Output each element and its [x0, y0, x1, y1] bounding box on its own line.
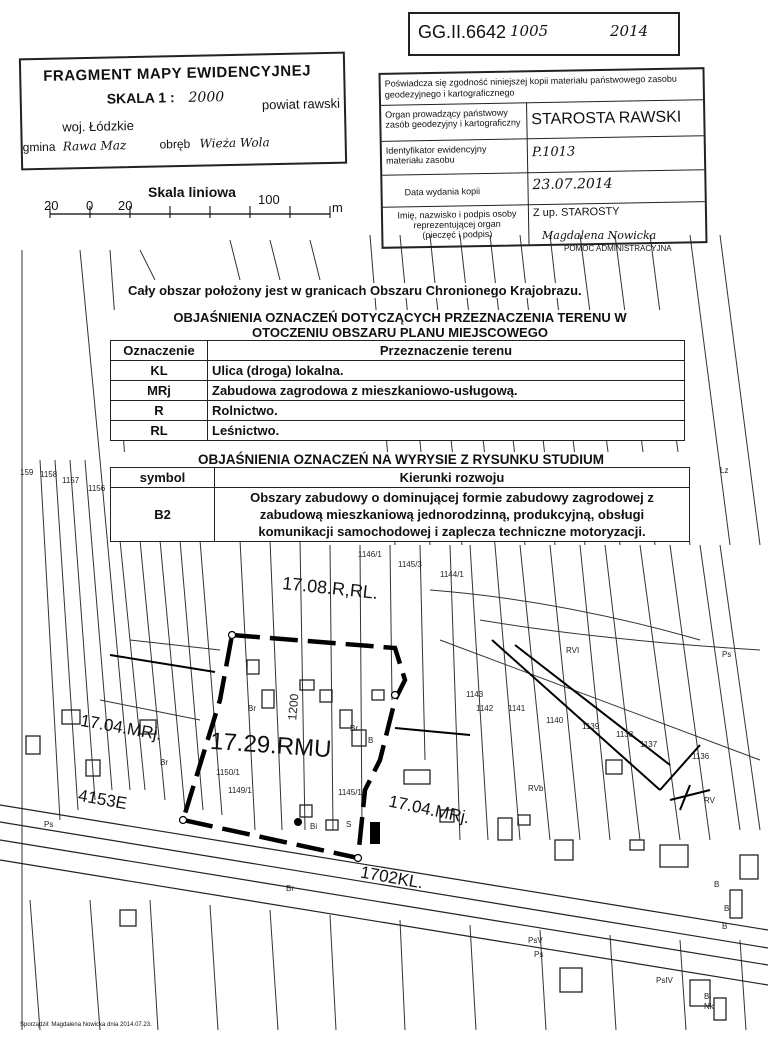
legend1-title-line2: OTOCZENIU OBSZARU PLANU MIEJSCOWEGO [252, 325, 548, 340]
land-code: Nk [704, 1002, 714, 1011]
legend2-desc-line: komunikacji samochodowej i zaplecza techniczne motoryzacji. [258, 524, 646, 539]
land-code: Bi [310, 822, 318, 831]
land-code: Br [160, 758, 168, 767]
parcel-number: 1142 [476, 704, 494, 713]
parcel-number: 1139 [582, 722, 600, 731]
scale-row [107, 88, 225, 107]
legend-study [110, 452, 692, 542]
signer-role: POMOC ADMINISTRACYJNA [564, 244, 672, 253]
land-code: B [724, 904, 730, 913]
parcel-number: 1145/3 [398, 560, 422, 569]
parcel-number: 1141 [508, 704, 526, 713]
legend1-row [111, 361, 685, 381]
reference-year: 2014 [610, 22, 649, 40]
footer-note: Sporządził: Magdalena Nowicka dnia 2014.07.23. [20, 1022, 152, 1028]
scale-tick-c: 20 [118, 198, 133, 213]
zone-label-mrj-right: 17.04.MRj. [387, 791, 472, 828]
zone-label-rmu: 17.29.RMU [209, 727, 333, 764]
parcel-number: 1143 [466, 690, 484, 699]
land-code: RV [704, 796, 715, 805]
solid-marks [294, 818, 380, 844]
scale-tick-a: 20 [44, 198, 59, 213]
legend1-header-row [111, 341, 685, 361]
legend1-symbol: R [111, 401, 208, 421]
sign-label: Imię, nazwisko i podpis osoby reprezentującej organ (pieczęć i podpis) [397, 208, 517, 241]
land-code: B [368, 736, 374, 745]
legend1-desc: Zabudowa zagrodowa z mieszkaniowo-usługową. [208, 381, 685, 401]
stamp-title: FRAGMENT MAPY EWIDENCYJNEJ [43, 62, 312, 85]
land-code: Ps [722, 650, 732, 659]
arrow-marks [492, 640, 710, 810]
id-value: P.1013 [531, 144, 576, 161]
legend2-title: OBJAŚNIENIA OZNACZEŃ NA WYRYSIE Z RYSUNKU STUDIUM [197, 452, 604, 467]
land-code: RVb [528, 784, 544, 793]
reference-code: GG.II.6642 [418, 22, 507, 42]
organ-label: Organ prowadzący państwowy zasób geodezyjny i kartograficzny [385, 107, 521, 130]
zone-label-mrj-left-text: 17.04.MRj. [79, 711, 164, 745]
parcel-number: 1149/1 [228, 786, 252, 795]
land-code: PsV [528, 936, 543, 945]
land-code: Ps [534, 950, 544, 959]
legend1-desc: Leśnictwo. [208, 421, 685, 441]
parcel-number: 159 [20, 468, 34, 477]
parcel-number: 1146/1 [358, 550, 382, 559]
legend2-desc [215, 488, 690, 542]
signer-name: Magdalena Nowicka [542, 229, 657, 242]
sign-value: Z up. STAROSTY [532, 205, 620, 220]
legend2-desc-line: zabudową mieszkaniową jednorodzinną, produkcyjną, obsługi [259, 507, 645, 522]
reference-box [408, 12, 680, 56]
legend2-header-row [111, 468, 690, 488]
parcel-number: 1150/1 [216, 768, 240, 777]
land-code: PsIV [656, 976, 673, 985]
legend1-row [111, 401, 685, 421]
land-code: Ps [44, 820, 54, 829]
legend1-desc: Rolnictwo. [208, 401, 685, 421]
land-code: Br [248, 704, 256, 713]
organ-value: STAROSTA RAWSKI [531, 108, 682, 129]
legend1-symbol: KL [111, 361, 208, 381]
legend1-title-line1: OBJAŚNIENIA OZNACZEŃ DOTYCZĄCYCH PRZEZNACZENIA TERENU W [173, 310, 627, 325]
scale-bar-title: Skala liniowa [148, 184, 236, 200]
legend2-col-desc: Kierunki rozwoju [215, 468, 690, 488]
road-label-kl: 1702KL. [358, 862, 425, 893]
zone-label-rrl: 17.08.R,RL. [281, 573, 379, 603]
voivodeship-label: woj. Łódzkie [62, 118, 134, 135]
gmina-label: gmina [22, 139, 56, 155]
legend2-col-symbol: symbol [111, 468, 215, 488]
legend1-symbol: MRj [111, 381, 208, 401]
legend1-row [111, 421, 685, 441]
land-code: Br [286, 884, 294, 893]
legend-land-use [110, 310, 690, 441]
parcel-number: 1158 [40, 470, 58, 479]
scale-tick-d: 100 [258, 192, 280, 207]
legend2-row [111, 488, 690, 542]
date-label: Data wydania kopii [404, 186, 481, 198]
certification-header: Poświadcza się zgodność niniejszej kopii materiału państwowego zasobu geodezyjnego i kartograficznego [384, 73, 677, 100]
reference-number: 1005 [510, 22, 549, 40]
legend1-col-desc: Przeznaczenie terenu [208, 341, 685, 361]
county-label: powiat rawski [261, 95, 341, 113]
certification-stamp [378, 67, 707, 249]
parcel-number: 1138 [616, 730, 634, 739]
id-label: Identyfikator ewidencyjny materiału zasobu [385, 143, 487, 166]
legend2-symbol: B2 [111, 488, 215, 542]
land-code: Br [350, 724, 358, 733]
obreb-value: Wieża Wola [199, 135, 270, 151]
date-value: 23.07.2014 [532, 175, 613, 194]
obreb-label: obręb [159, 136, 191, 152]
legend1-desc: Ulica (droga) lokalna. [208, 361, 685, 381]
scale-label: SKALA 1 : [106, 89, 175, 107]
parcel-number: 1137 [640, 740, 658, 749]
legend1-symbol: RL [111, 421, 208, 441]
legend1-table [110, 340, 685, 441]
parcel-number: 1140 [546, 716, 564, 725]
parcel-number: 1200 [285, 693, 302, 721]
parcel-number: 1145/1 [338, 788, 362, 797]
land-code: RVI [566, 646, 580, 655]
land-code: Bi [704, 992, 712, 1001]
parcel-number: 1157 [62, 476, 80, 485]
gmina-value: Rawa Maz [62, 138, 127, 154]
scale-value: 2000 [188, 89, 225, 106]
roads [0, 805, 768, 985]
land-code: Lz [720, 466, 729, 475]
fragment-map-stamp [19, 52, 347, 171]
road-label-e: 4153E [76, 785, 129, 814]
parcel-number: 1144/1 [440, 570, 464, 579]
legend1-col-symbol: Oznaczenie [111, 341, 208, 361]
scale-unit: m [332, 200, 343, 215]
land-code: S [346, 820, 352, 829]
area-note: Cały obszar położony jest w granicach Obszaru Chronionego Krajobrazu. [128, 283, 582, 298]
gmina-row [23, 135, 270, 154]
legend2-table [110, 467, 690, 542]
legend1-row [111, 381, 685, 401]
land-code: B [722, 922, 728, 931]
land-code: B [714, 880, 720, 889]
parcel-number: 1156 [88, 484, 106, 493]
parcel-number: 1136 [692, 752, 710, 761]
legend2-desc-line: Obszary zabudowy o dominującej formie zabudowy zagrodowej z [250, 490, 654, 505]
scale-tick-b: 0 [86, 198, 94, 213]
